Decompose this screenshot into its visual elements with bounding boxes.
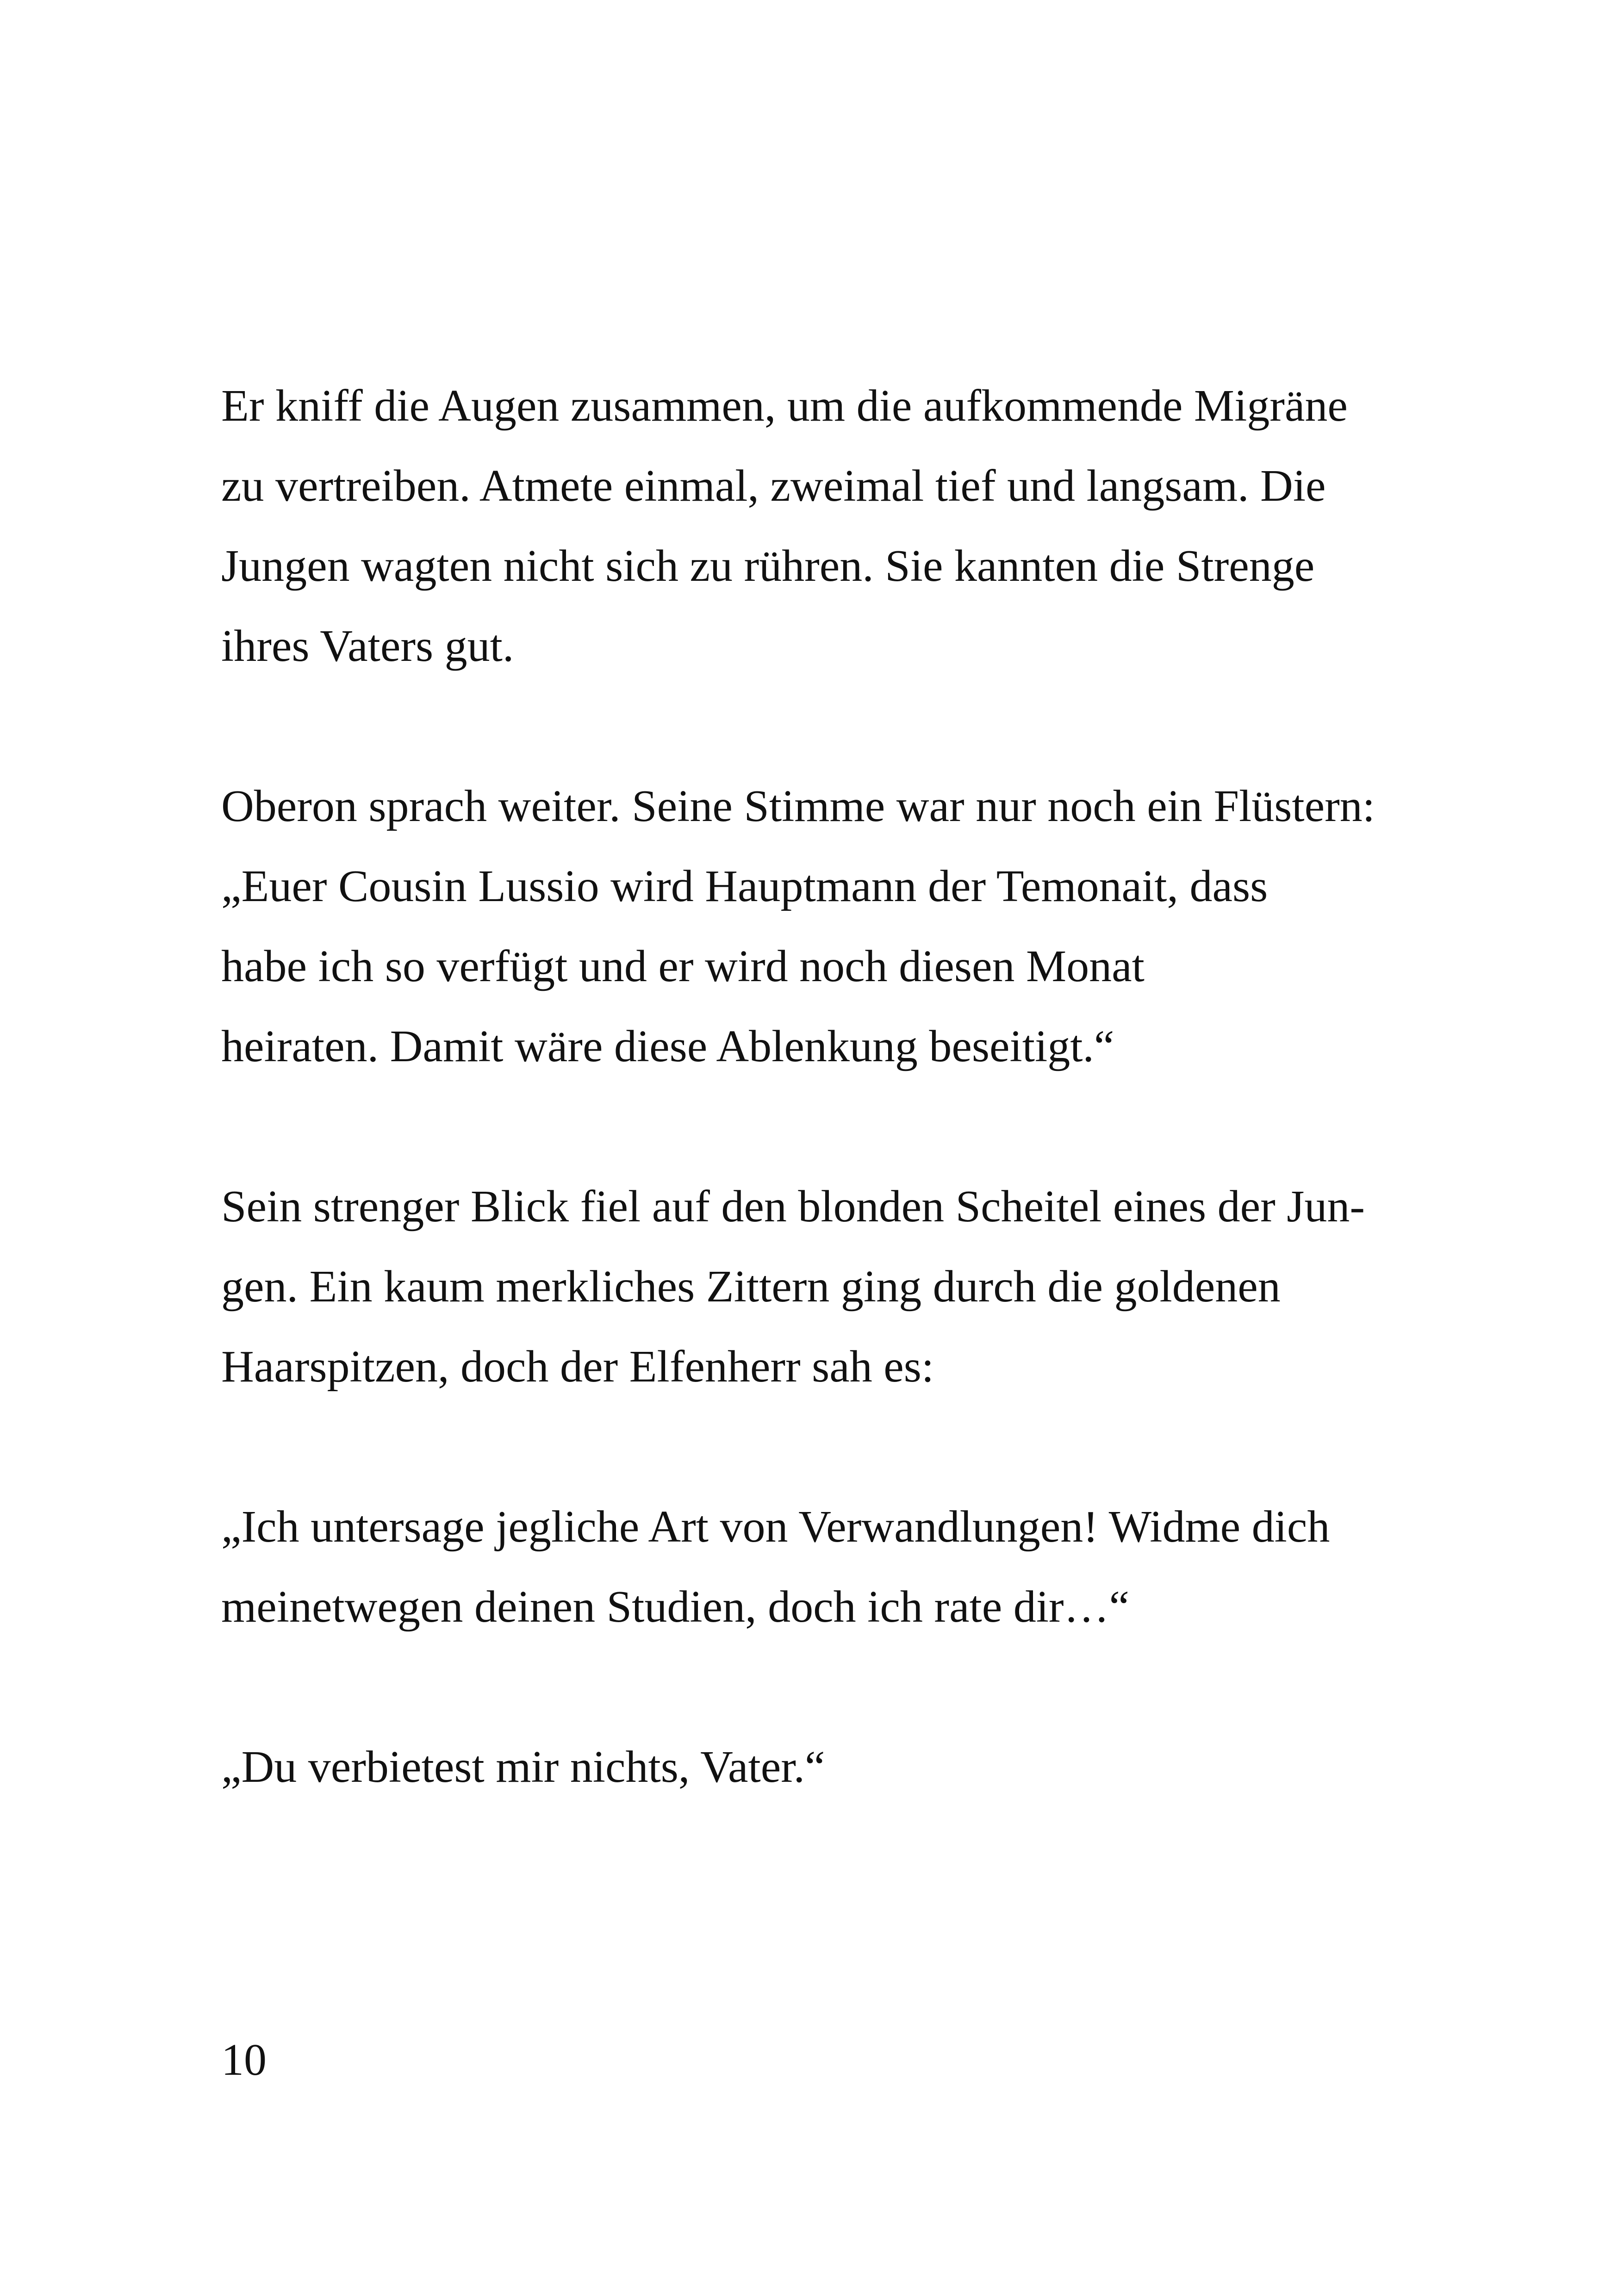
paragraph-1-line-2: zu vertreiben. Atmete einmal, zweimal tief und langsam. Die	[221, 461, 1326, 511]
paragraph-5-line-1: „Du verbietest mir nichts, Vater.“	[221, 1742, 825, 1792]
paragraph-2-line-2: „Euer Cousin Lussio wird Hauptmann der Temonait, dass	[221, 861, 1268, 911]
paragraph-4-line-2: meinetwegen deinen Studien, doch ich rate dir…“	[221, 1582, 1130, 1632]
paragraph-1-line-3: Jungen wagten nicht sich zu rühren. Sie kannten die Strenge	[221, 541, 1315, 591]
paragraph-3-line-3: Haarspitzen, doch der Elfenherr sah es:	[221, 1342, 934, 1392]
paragraph-3-line-2: gen. Ein kaum merkliches Zittern ging durch die goldenen	[221, 1262, 1281, 1312]
paragraph-2-line-4: heiraten. Damit wäre diese Ablenkung beseitigt.“	[221, 1021, 1114, 1071]
paragraph-1-line-1: Er kniff die Augen zusammen, um die aufkommende Migräne	[221, 381, 1348, 431]
paragraph-1-line-4: ihres Vaters gut.	[221, 621, 514, 671]
paragraph-2-line-3: habe ich so verfügt und er wird noch diesen Monat	[221, 941, 1145, 991]
paragraph-3-line-1: Sein strenger Blick fiel auf den blonden Scheitel eines der Jun-	[221, 1182, 1365, 1232]
paragraph-2-line-1: Oberon sprach weiter. Seine Stimme war nur noch ein Flüstern:	[221, 781, 1375, 831]
page-number: 10	[221, 2035, 267, 2085]
paragraph-4-line-1: „Ich untersage jegliche Art von Verwandlungen! Widme dich	[221, 1502, 1330, 1552]
